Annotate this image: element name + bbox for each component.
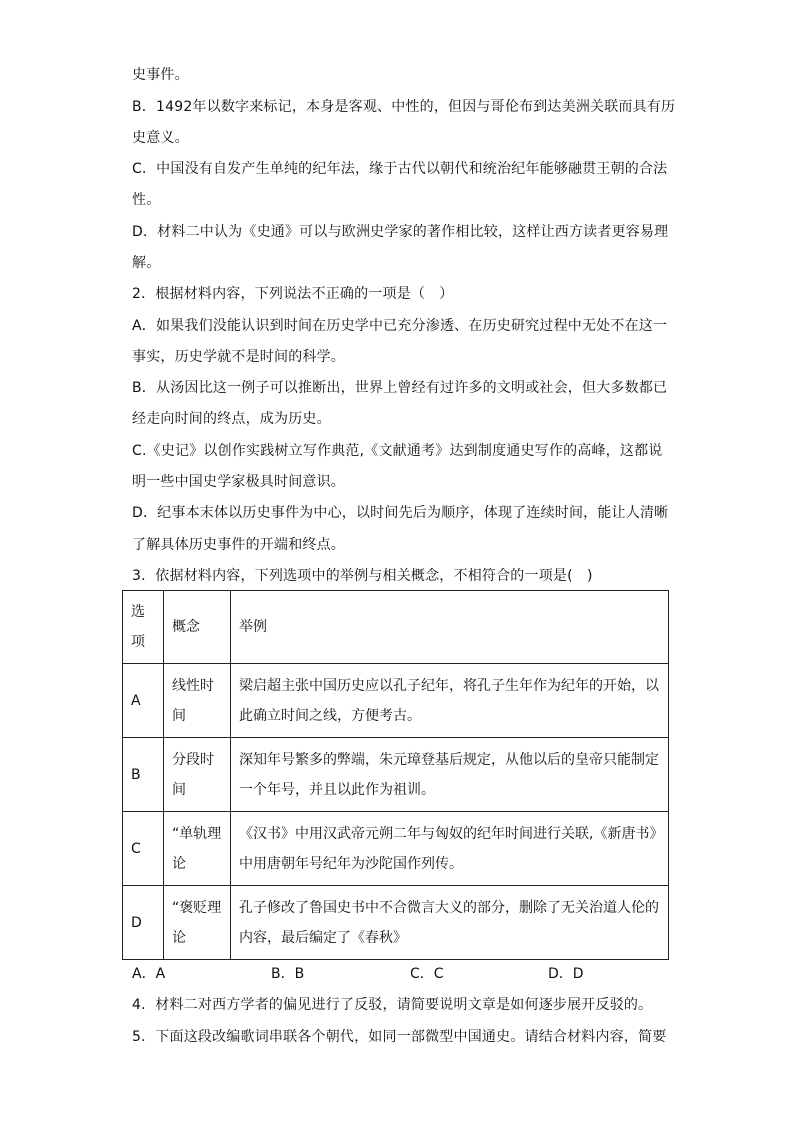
question-4: 4．材料二对西方学者的偏见进行了反驳，请简要说明文章是如何逐步展开反驳的。 <box>132 997 653 1013</box>
row-option: C <box>123 812 164 886</box>
row-option: D <box>123 886 164 960</box>
text-line: 明一些中国史学家极具时间意识。 <box>132 474 345 490</box>
text-line: 解。 <box>132 255 161 271</box>
row-example: 孔子修改了鲁国史书中不合微言大义的部分，删除了无关治道人伦的 内容，最后编定了《春秋》 <box>231 886 669 960</box>
table-row <box>123 664 669 738</box>
question-3: 3．依据材料内容，下列选项中的举例与相关概念，不相符合的一项是( ) <box>132 568 593 584</box>
header-option: 选 项 <box>123 591 164 664</box>
row-concept: 线性时 间 <box>164 664 231 738</box>
row-example: 梁启超主张中国历史应以孔子纪年，将孔子生年作为纪年的开始，以 此确立时间之线，方便考古。 <box>231 664 669 738</box>
answer-option-a: A．A <box>132 966 166 982</box>
question-2: 2．根据材料内容，下列说法不正确的一项是（ ） <box>132 286 454 302</box>
text-line: 史意义。 <box>132 130 189 146</box>
header-example: 举例 <box>231 591 669 664</box>
text-line: 了解具体历史事件的开端和终点。 <box>132 537 345 553</box>
row-example: 《汉书》中用汉武帝元朔二年与匈奴的纪年时间进行关联,《新唐书》 中用唐朝年号纪年为沙陀国作列传。 <box>231 812 669 886</box>
row-option: A <box>123 664 164 738</box>
text-line: C．中国没有自发产生单纯的纪年法，缘于古代以朝代和统治纪年能够融贯王朝的合法 <box>132 161 668 177</box>
table-row <box>123 812 669 886</box>
table-row <box>123 886 669 960</box>
header-concept: 概念 <box>164 591 231 664</box>
text-line: 史事件。 <box>132 67 189 83</box>
text-line: B．从汤因比这一例子可以推断出，世界上曾经有过许多的文明或社会，但大多数都已 <box>132 380 668 396</box>
text-line: C.《史记》以创作实践树立写作典范,《文献通考》达到制度通史写作的高峰，这都说 <box>132 443 663 459</box>
text-line: 事实，历史学就不是时间的科学。 <box>132 349 345 365</box>
row-concept: “单轨理 论 <box>164 812 231 886</box>
answer-option-b: B．B <box>271 966 305 982</box>
question-5: 5．下面这段改编歌词串联各个朝代，如同一部微型中国通史。请结合材料内容，简要 <box>132 1029 667 1045</box>
table-row <box>123 738 669 812</box>
table-header-row <box>123 591 669 664</box>
text-line: D．材料二中认为《史通》可以与欧洲史学家的著作相比较，这样让西方读者更容易理 <box>132 224 669 240</box>
answer-option-c: C．C <box>410 966 444 982</box>
concept-table <box>122 590 669 960</box>
row-concept: “褒贬理 论 <box>164 886 231 960</box>
row-option: B <box>123 738 164 812</box>
row-concept: 分段时 间 <box>164 738 231 812</box>
text-line: B．1492年以数字来标记，本身是客观、中性的，但因与哥伦布到达美洲关联而具有历 <box>132 99 676 115</box>
answer-option-d: D．D <box>548 966 584 982</box>
row-example: 深知年号繁多的弊端，朱元璋登基后规定，从他以后的皇帝只能制定 一个年号，并且以此作为祖训。 <box>231 738 669 812</box>
text-line: 性。 <box>132 192 161 208</box>
text-line: A．如果我们没能认识到时间在历史学中已充分渗透、在历史研究过程中无处不在这一 <box>132 318 668 334</box>
text-line: 经走向时间的终点，成为历史。 <box>132 411 331 427</box>
text-line: D．纪事本末体以历史事件为中心，以时间先后为顺序，体现了连续时间，能让人清晰 <box>132 505 669 521</box>
